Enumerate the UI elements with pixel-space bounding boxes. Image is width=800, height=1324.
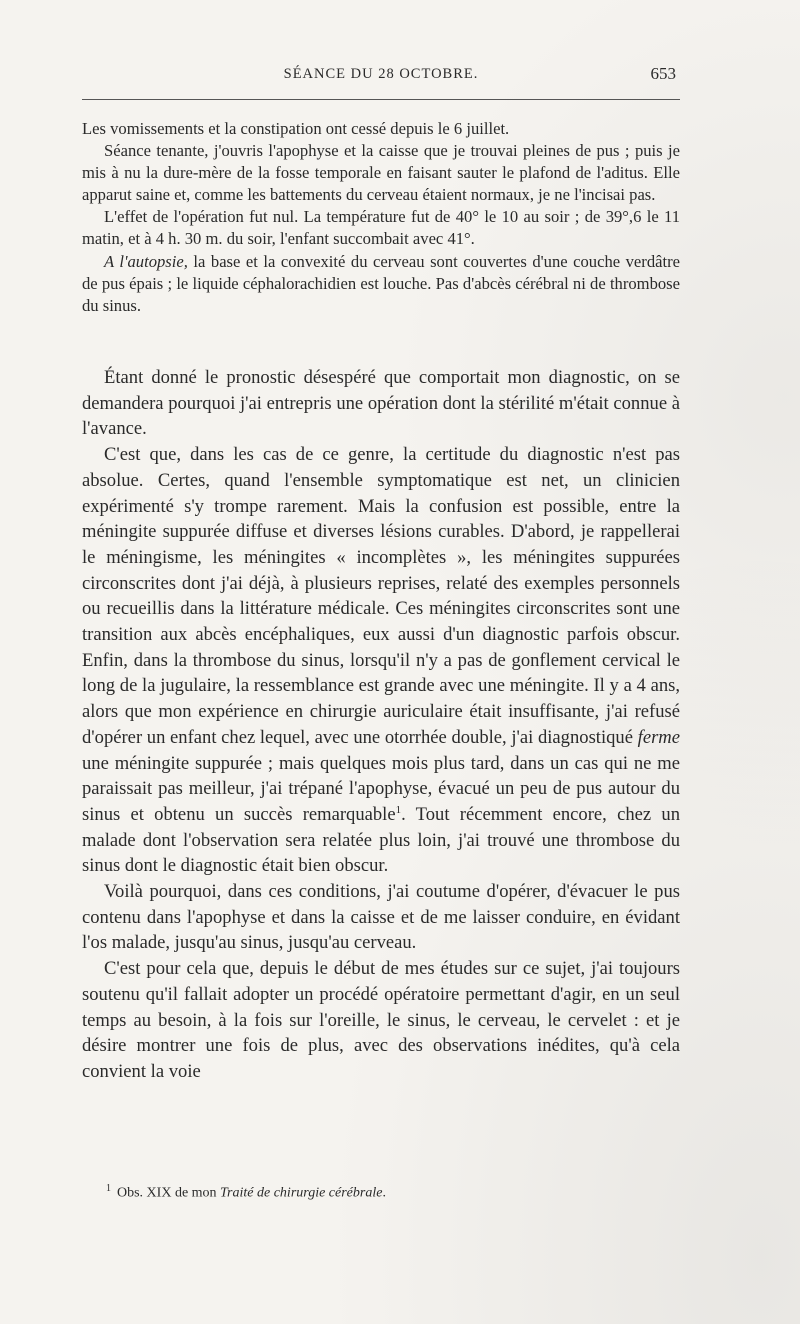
discussion-text: une méningite suppurée ; mais quelques mois plus tard, dans un cas qui ne me paraissait pas meilleur, j'ai trépané l'apophyse, évacué un peu de pus autour du sinus et obtenu un succès remarquable [82, 752, 680, 825]
footnote-ref: 1 [395, 803, 402, 816]
autopsy-text: la base et la convexité du cerveau sont couvertes d'une couche verdâtre de pus épais ; le liquide céphalorachidien est louche. Pas d'abcès cérébral ni de thrombose du sinus. [82, 251, 680, 315]
case-report [82, 118, 680, 317]
discussion-paragraph: Voilà pourquoi, dans ces conditions, j'ai coutume d'opérer, d'évacuer le pus contenu dans l'apophyse et dans la caisse et de me laisser conduire, en évidant l'os malade, jusqu'au sinus, jusqu'au cerveau. [82, 881, 680, 954]
emphasis-ferme: ferme [637, 726, 680, 748]
case-paragraph: Séance tenante, j'ouvris l'apophyse et la caisse que je trouvai pleines de pus ; puis je mis à nu la dure-mère de la fosse temporale en faisant sauter le plafond de l'aditus. Elle apparut saine et, comme les battements du cerveau étaient normaux, je ne l'incisai pas. [82, 141, 680, 205]
discussion-paragraph [82, 442, 680, 879]
header-rule [82, 99, 680, 100]
footnote [82, 1179, 680, 1204]
discussion-text: C'est que, dans les cas de ce genre, la certitude du diagnostic n'est pas absolue. Certes, quand l'ensemble symptomatique est net, un clinicien expérimenté s'y trompe rarement. Mais la confusion est possible, entre la méningite suppurée diffuse et diverses lésions curables. D'abord, je rappellerai le méningisme, les méningites « incomplètes », les méningites suppurées circonscrites dont j'ai déjà, à plusieurs reprises, relaté des exemples personnels ou recueillis dans la littérature médicale. Ces méningites circonscrites sont une transition aux abcès encéphaliques, eux aussi d'un diagnostic parfois obscur. Enfin, dans la thrombose du sinus, lorsqu'il n'y a pas de gonflement cervical le long de la jugulaire, la ressemblance est grande avec une méningite. Il y a 4 ans, alors que mon expérience en chirurgie auriculaire était insuffisante, j'ai refusé d'opérer un enfant chez lequel, avec une otorrhée double, j'ai diagnostiqué [82, 444, 680, 748]
footnote-mark: 1 [106, 1183, 111, 1194]
footnote-book-title: Traité de chirurgie cérébrale [220, 1185, 383, 1201]
discussion-text: . Tout récemment encore, chez un malade dont l'observation sera relatée plus loin, j'ai trouvé une thrombose du sinus dont le diagnostic était bien obscur. [82, 803, 680, 877]
case-paragraph: Les vomissements et la constipation ont cessé depuis le 6 juillet. [82, 119, 510, 138]
autopsy-lead: A l'autopsie, [104, 251, 188, 271]
discussion-paragraph: C'est pour cela que, depuis le début de mes études sur ce sujet, j'ai toujours soutenu qu'il fallait adopter un procédé opératoire permettant d'agir, en un seul temps au besoin, à la fois sur l'oreille, le sinus, le cerveau, le cervelet : et je désire montrer une fois de plus, avec des observations inédites, qu'à cela convient la voie [82, 958, 680, 1082]
discussion-paragraph: Étant donné le pronostic désespéré que comportait mon diagnostic, on se demandera pourquoi j'ai entrepris une opération dont la stérilité m'était connue à l'avance. [82, 367, 680, 440]
footnote-text: Obs. XIX de mon [117, 1185, 221, 1201]
footnote-end: . [382, 1185, 386, 1201]
page-number: 653 [650, 64, 676, 83]
case-paragraph: L'effet de l'opération fut nul. La température fut de 40° le 10 au soir ; de 39°,6 le 11 matin, et à 4 h. 30 m. du soir, l'enfant succombait avec 41°. [82, 207, 680, 249]
page-header [82, 62, 680, 90]
case-paragraph [82, 251, 680, 317]
discussion [82, 365, 680, 1085]
running-head: SÉANCE DU 28 OCTOBRE. [283, 66, 479, 82]
